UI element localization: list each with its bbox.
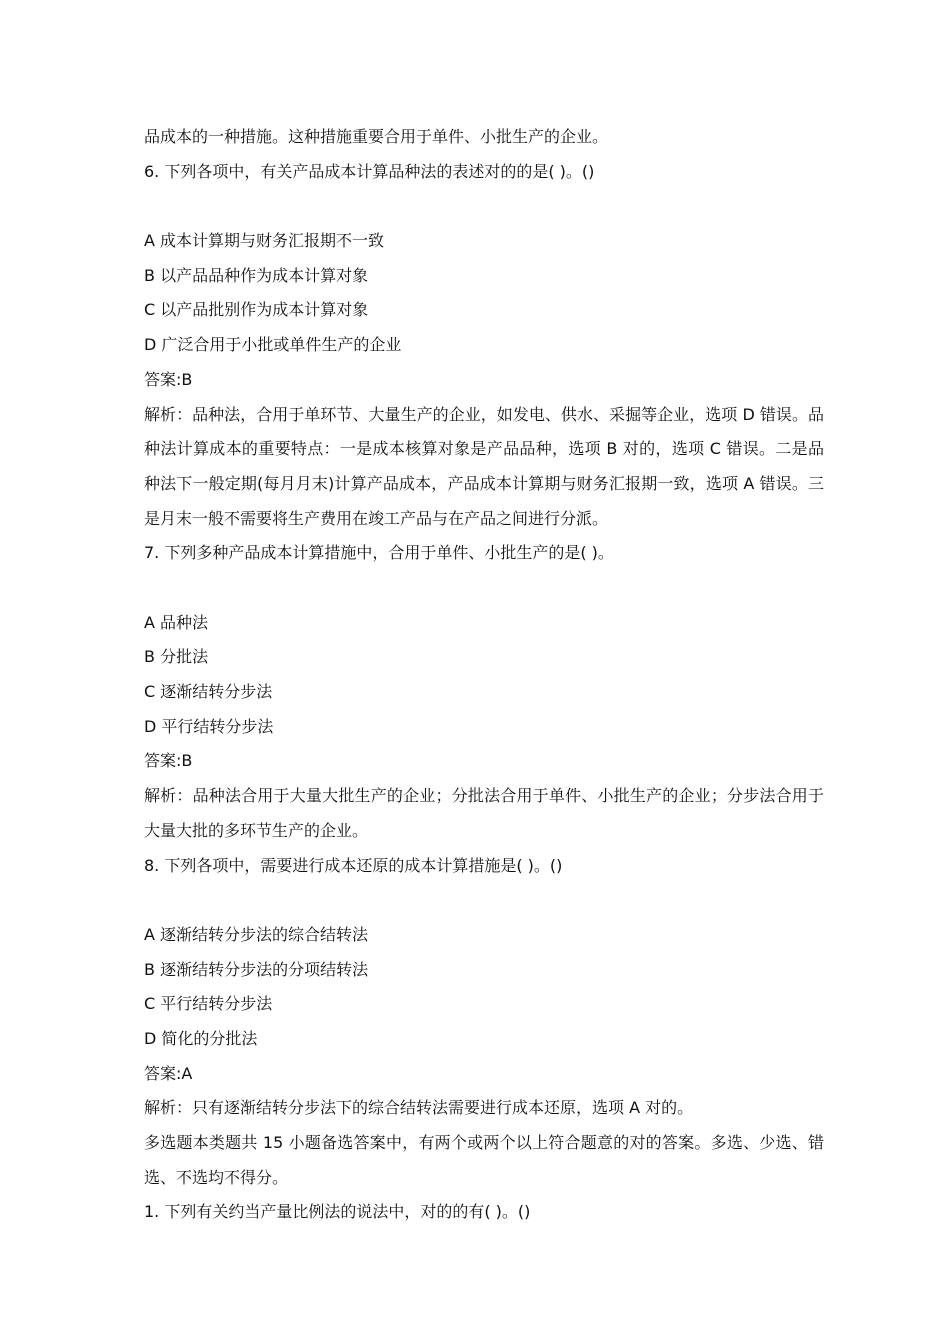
question-7-answer: 答案:B bbox=[144, 751, 193, 771]
question-8-analysis: 解析：只有逐渐结转分步法下的综合结转法需要进行成本还原，选项 A 对的。 bbox=[144, 1098, 694, 1118]
multi-question-1-stem: 1. 下列有关约当产量比例法的说法中，对的的有( )。() bbox=[144, 1202, 531, 1222]
question-6-option-a: A 成本计算期与财务汇报期不一致 bbox=[144, 231, 385, 251]
question-7-option-b: B 分批法 bbox=[144, 647, 209, 667]
question-7-option-c: C 逐渐结转分步法 bbox=[144, 682, 273, 702]
question-8-option-b: B 逐渐结转分步法的分项结转法 bbox=[144, 959, 369, 979]
question-8-stem: 8. 下列各项中，需要进行成本还原的成本计算措施是( )。() bbox=[144, 855, 563, 875]
question-6-stem: 6. 下列各项中，有关产品成本计算品种法的表述对的的是( )。() bbox=[144, 161, 595, 181]
question-7-option-d: D 平行结转分步法 bbox=[144, 716, 274, 736]
spacer bbox=[144, 189, 824, 224]
intro-line: 品成本的一种措施。这种措施重要合用于单件、小批生产的企业。 bbox=[144, 127, 609, 146]
question-8-option-c: C 平行结转分步法 bbox=[144, 994, 273, 1014]
question-6-option-b: B 以产品品种作为成本计算对象 bbox=[144, 265, 369, 285]
question-6-answer: 答案:B bbox=[144, 369, 193, 389]
question-7-analysis: 解析：品种法合用于大量大批生产的企业；分批法合用于单件、小批生产的企业；分步法合用于大量大批的多环节生产的企业。 bbox=[144, 786, 824, 840]
question-8-option-d: D 简化的分批法 bbox=[144, 1028, 258, 1048]
section-heading-multi-choice: 多选题本类题共 15 小题备选答案中，有两个或两个以上符合题意的对的答案。多选、少选、错选、不选均不得分。 bbox=[144, 1133, 824, 1187]
question-7-option-a: A 品种法 bbox=[144, 612, 209, 632]
question-8-answer: 答案:A bbox=[144, 1063, 193, 1083]
spacer bbox=[144, 883, 824, 918]
document-body bbox=[144, 120, 824, 1230]
spacer bbox=[144, 571, 824, 606]
question-6-option-c: C 以产品批别作为成本计算对象 bbox=[144, 300, 369, 320]
question-6-analysis: 解析：品种法，合用于单环节、大量生产的企业，如发电、供水、采掘等企业，选项 D 错误。品种法计算成本的重要特点：一是成本核算对象是产品品种，选项 B 对的，选项 C 错误。二是品种法下一般定期(每月月末)计算产品成本，产品成本计算期与财务汇报期一致，选项 A 错误。三是月末一般不需要将生产费用在竣工产品与在产品之间进行分派。 bbox=[144, 404, 824, 528]
question-7-stem: 7. 下列多种产品成本计算措施中，合用于单件、小批生产的是( )。 bbox=[144, 543, 614, 563]
question-8-option-a: A 逐渐结转分步法的综合结转法 bbox=[144, 924, 369, 944]
question-6-option-d: D 广泛合用于小批或单件生产的企业 bbox=[144, 335, 402, 355]
